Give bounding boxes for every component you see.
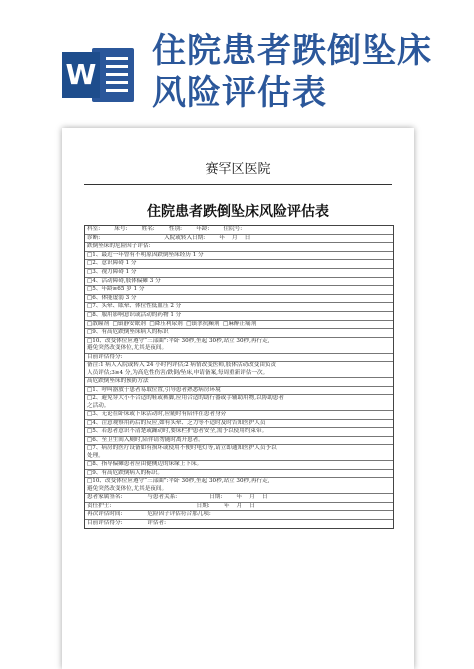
form-row-prevention-1: □1、呼叫器放于患者易取位置,引导患者熟悉病房环境 [85, 387, 393, 396]
word-document-icon [62, 44, 134, 106]
banner [0, 0, 474, 120]
form-row-risk-1: □1、最近一年曾有不明原因跌倒坠床经历 1 分 [85, 252, 393, 261]
form-row-prevention-2: □2、避免穿大小不合适的鞋或裤脚,应用合适的助行器或手辅助用物,以协助患者 之活动。 [85, 395, 393, 411]
form-row-risk-heading: 跌倒坠床的危险因子评估: [85, 243, 393, 252]
form-row-risk-4: □4、活动障碍,肢体偏瘫 3 分 [85, 278, 393, 287]
form-row-risk-7: □7、头晕、眩晕、体位性低血压 2 分 [85, 303, 393, 312]
form-row-risk-9: □9、有高危跌倒坠床病人的标识 [85, 329, 393, 338]
form-row-final-score: 目前评估得分: 评估者: [87, 519, 167, 526]
form-row-risk-8: □8、服用影响意识或活动的药物 1 分 [85, 312, 393, 321]
form-row-prevention-heading: 高危跌倒坠床的预防方法 [85, 378, 393, 387]
form-row-score: 目前评估得分: [85, 354, 393, 363]
form-row-risk-2: □2、意识障碍 1 分 [85, 260, 393, 269]
form-row-prevention-4: □4、注意观察用药后的反应,如有头晕、乏力等不适时及时告知医护人员 [85, 420, 393, 429]
form-row-prevention-5: □5、若患者意识不清楚或躁动时,要床栏护患者安全,需予以使用约束带。 [85, 428, 393, 437]
form-row-prevention-10: □10、改变体位应遵守“三部曲”:平卧 30秒,坐起 30秒,站立 30秒,再行走, 避免突然改变体位,尤其是夜间。 [85, 478, 393, 494]
document-page [62, 128, 414, 669]
banner-title: 住院患者跌倒坠床风险评估表 [152, 31, 432, 113]
form-row-prevention-3: □3、无论在卧床或下床活动时,应随时有陪伴在患者身旁 [85, 411, 393, 420]
form-row-family-signature: 患者家属签名: 与患者关系: 日期: 年 月 日 [85, 494, 393, 503]
header-divider [84, 184, 392, 185]
word-icon-letter: W [62, 52, 100, 98]
form-row-reassessment: 再次评估时间: 危险因子评估符合那几项: [85, 511, 393, 520]
form-row-patient-info: 科室: 床号: 姓名: 性别: 年龄: 住院号: [85, 226, 393, 235]
form-row-risk-10: □10、改变体位应遵守“三部曲”:平卧 30秒,坐起 30秒,站立 30秒,再行走, 避免突然改变体位,尤其是夜间。 [85, 338, 393, 354]
form-row-risk-6: □6、体能虚弱 3 分 [85, 295, 393, 304]
form-row-risk-3: □3、视力障碍 1 分 [85, 269, 393, 278]
form-row-prevention-9: □9、有高危跌倒病人的标识。 [85, 470, 393, 479]
form-row-prevention-7: □7、病房的医疗设备如有损坏或使用不便时电灯等,请立即通知医护人员予以 处理。 [85, 445, 393, 461]
form-row-drug-types: □散瞳剂 □镇静安眠剂 □降压利尿剂 □镇挛抗癫剂 □麻醉止痛剂 [85, 321, 393, 330]
form-row-diagnosis: 诊断: 入院或转入日期: 年 月 日 [85, 235, 393, 244]
hospital-name: 赛罕区医院 [205, 162, 271, 177]
document-title: 住院患者跌倒坠床风险评估表 [147, 204, 329, 220]
assessment-form [84, 225, 394, 529]
form-row-remarks: 备注:1 病人入院或转入 24 小时内评估;2 病情改变医师,肢体活动改变由负责 人员评估;3≥4 分,为高危性伤害/跌倒/坠床,申请备案,每周重新评估一次。 [85, 362, 393, 378]
form-row-prevention-6: □6、至卫生间入厕时,陪伴请勿随时离开患者。 [85, 437, 393, 446]
form-row-nurse: 责任护士: 日期: 年 月 日 [85, 503, 393, 512]
form-row-risk-5: □5、年龄≥65 岁 1 分 [85, 286, 393, 295]
form-row-prevention-8: □8、指导偏瘫患者应由健侧边的床缘上下床。 [85, 461, 393, 470]
